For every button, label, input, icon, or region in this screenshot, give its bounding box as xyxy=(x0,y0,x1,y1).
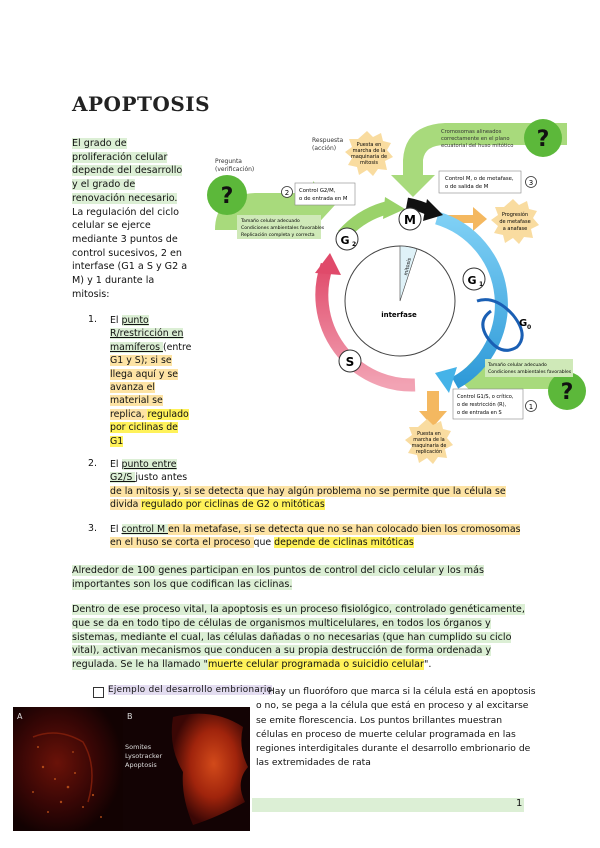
svg-text:o de restricción (R),: o de restricción (R), xyxy=(457,402,507,408)
example-text xyxy=(256,685,536,771)
cromosomas-line-2: correctamente en el plano xyxy=(441,136,510,142)
svg-text:G: G xyxy=(467,274,477,287)
svg-text:Puesta en: Puesta en xyxy=(417,432,441,437)
phase-s xyxy=(339,350,361,372)
point-text: divida xyxy=(110,499,142,511)
point-line xyxy=(110,523,530,536)
para-text: regulada. Se le ha llamado " xyxy=(72,659,208,671)
paragraph-genes xyxy=(72,564,527,592)
control-m-box xyxy=(439,171,537,193)
point-text: de la mitosis y, si se detecta que hay algún problema no se permite que la célula se xyxy=(110,485,506,497)
point-line xyxy=(110,536,530,549)
svg-text:1: 1 xyxy=(528,403,534,411)
point-text: regulado por ciclinas de G2 o mitóticas xyxy=(141,499,325,511)
intro-line xyxy=(72,260,192,274)
control-point-item xyxy=(110,523,530,550)
para-line xyxy=(72,603,527,617)
puesta-replicacion-burst xyxy=(405,419,453,464)
svg-text:3: 3 xyxy=(528,179,534,187)
point-line xyxy=(110,354,200,367)
point-text: (entre xyxy=(162,341,192,353)
point-text: punto entre xyxy=(121,459,177,470)
point-text: punto xyxy=(121,315,149,326)
svg-text:Control G2/M,: Control G2/M, xyxy=(299,188,336,194)
point-text: G1 xyxy=(110,435,124,447)
point-number: 1. xyxy=(88,314,97,325)
svg-text:o de entrada en S: o de entrada en S xyxy=(457,410,502,416)
intro-line-text: proliferación celular xyxy=(72,151,168,163)
phase-g1 xyxy=(463,268,485,290)
puesta-mitosis-burst xyxy=(345,131,393,176)
para-text: sistemas, mediante el cual, las células dañadas o no necesarias (que han cumplido su ciclo xyxy=(72,631,512,643)
tamano-right-box xyxy=(485,359,573,377)
point-text: depende de ciclinas mitóticas xyxy=(274,537,414,549)
svg-text:mitosis: mitosis xyxy=(360,160,378,166)
intro-line xyxy=(72,219,192,233)
example-line: o no, se pega a la célula que está en proceso y al excitarse xyxy=(256,700,529,712)
respuesta-label: Respuesta xyxy=(312,137,344,144)
question-circle-bottom-right xyxy=(548,372,586,410)
svg-text:a anafase: a anafase xyxy=(502,226,528,232)
intro-line-text: interfase (G1 a S y G2 a xyxy=(72,261,188,273)
intro-line xyxy=(72,137,192,151)
embryo-image xyxy=(13,707,250,831)
intro-line xyxy=(72,164,192,178)
intro-line-text: El grado de xyxy=(72,138,127,149)
intro-line xyxy=(72,288,192,302)
example-checkbox[interactable] xyxy=(93,687,104,698)
intro-line-text: mitosis: xyxy=(72,288,110,300)
point-text: El xyxy=(110,524,122,535)
point-number: 2. xyxy=(88,458,97,469)
question-circle-top-right xyxy=(524,119,562,157)
svg-text:Control M, o de metafase,: Control M, o de metafase, xyxy=(445,176,514,182)
paragraph-apoptosis xyxy=(72,603,527,672)
point-text: El xyxy=(110,459,122,470)
phase-m xyxy=(399,208,421,230)
respuesta-sub: (acción) xyxy=(312,145,337,152)
footer-bar xyxy=(252,798,524,812)
example-line: se emite florescencia. Los puntos brillantes muestran xyxy=(256,714,503,726)
intro-line xyxy=(72,178,192,192)
point-text: en la metafase, si se detecta que no se han colocado bien los cromosomas xyxy=(168,524,521,535)
point-text: G1 y S); si se xyxy=(110,355,172,367)
point-line xyxy=(110,327,200,340)
image-label-b: B xyxy=(127,712,133,721)
intro-line-text: M) y 1 durante la xyxy=(72,275,155,287)
intro-line xyxy=(72,151,192,165)
svg-text:2: 2 xyxy=(352,241,357,248)
para-text: ". xyxy=(423,659,432,671)
point-text: R/restricción en xyxy=(110,328,184,340)
control-point-item xyxy=(110,314,200,448)
intro-line-text: y el grado de xyxy=(72,179,136,191)
intro-line-text: depende del desarrollo xyxy=(72,165,183,177)
para-text: que se da en todo tipo de células de organismos multicelulares, en todos los órganos y xyxy=(72,617,491,629)
para-text: vital), activan mecanismos que conducen a su propia destrucción de forma ordenada y xyxy=(72,645,492,657)
cromosomas-line-1: Cromosomas alineados xyxy=(441,129,502,135)
svg-text:replicación: replicación xyxy=(415,450,443,455)
example-label: Ejemplo del desarrollo embrionario xyxy=(108,685,273,695)
para-text: importantes son los que codifican las ciclinas. xyxy=(72,578,293,590)
intro-line xyxy=(72,247,192,261)
para-line xyxy=(72,644,527,658)
control-g1-box xyxy=(453,389,537,419)
point-line xyxy=(110,368,200,381)
para-line xyxy=(72,658,527,672)
svg-text:Tamaño celular adecuado: Tamaño celular adecuado xyxy=(241,219,300,224)
example-line: las extremidades de rata xyxy=(256,757,371,769)
page-number: 1 xyxy=(516,798,523,809)
point-number: 3. xyxy=(88,523,97,534)
intro-line xyxy=(72,206,192,220)
intro-paragraph xyxy=(72,137,192,301)
point-text: en el huso se corta el proceso xyxy=(110,537,254,549)
svg-text:?: ? xyxy=(560,380,574,405)
para-line xyxy=(72,578,527,592)
point-text: material se xyxy=(110,395,163,407)
point-line xyxy=(110,341,200,354)
svg-text:marcha de la: marcha de la xyxy=(413,438,445,443)
svg-text:G: G xyxy=(519,318,528,329)
para-text: Dentro de ese proceso vital, la apoptosis es un proceso fisiológico, controlado genéticamente, xyxy=(72,604,525,615)
example-line: células en proceso de muerte celular programada en las xyxy=(256,728,516,740)
svg-text:S: S xyxy=(345,355,355,369)
svg-text:?: ? xyxy=(220,184,234,209)
svg-text:Condiciones ambientales favora: Condiciones ambientales favorables xyxy=(488,370,572,375)
para-line xyxy=(72,617,527,631)
image-panel-a xyxy=(13,707,123,831)
point-line xyxy=(110,471,530,484)
point-text: por ciclinas de xyxy=(110,422,178,434)
intro-line-text: La regulación del ciclo xyxy=(72,206,180,218)
svg-text:maquinaria de: maquinaria de xyxy=(411,444,447,449)
cromosomas-line-3: ecuatorial del huso mitótico xyxy=(441,143,514,149)
pregunta-label: Pregunta xyxy=(215,158,242,165)
point-line xyxy=(110,421,200,434)
svg-text:Condiciones ambientales favora: Condiciones ambientales favorables xyxy=(241,226,325,231)
phase-g2 xyxy=(336,228,358,250)
point-text: replica, xyxy=(110,408,148,420)
legend-somites: Somites xyxy=(125,743,152,751)
svg-text:Puesta en: Puesta en xyxy=(356,142,382,148)
svg-text:Tamaño celular adecuado: Tamaño celular adecuado xyxy=(488,363,547,368)
example-line: . Hay un fluoróforo que marca si la célula está en apoptosis xyxy=(262,686,536,697)
pregunta-sub: (verificación) xyxy=(215,166,255,173)
cell-cycle-diagram xyxy=(195,115,595,471)
svg-text:G: G xyxy=(340,234,350,247)
example-line: regiones interdigitales durante el desarrollo embrionario de xyxy=(256,743,531,755)
para-line xyxy=(72,631,527,645)
svg-text:o de salida de M: o de salida de M xyxy=(445,184,489,190)
intro-line xyxy=(72,233,192,247)
point-line xyxy=(110,381,200,394)
intro-line-text: celular se ejerce xyxy=(72,220,151,232)
mitosis-label: mitosis xyxy=(403,257,413,277)
para-line xyxy=(72,564,527,578)
intro-line-text: mediante 3 puntos de xyxy=(72,233,178,245)
point-line xyxy=(110,498,530,511)
svg-text:Replicación completa y correct: Replicación completa y correcta xyxy=(241,233,315,238)
image-label-a: A xyxy=(17,712,23,721)
svg-text:maquinaria de: maquinaria de xyxy=(350,154,388,160)
para-text: muerte celular programada o suicidio celular xyxy=(207,659,424,671)
point-text: control M xyxy=(121,524,169,535)
point-text: que xyxy=(253,537,275,549)
svg-text:o de entrada en M: o de entrada en M xyxy=(299,196,348,202)
point-line xyxy=(110,408,200,421)
intro-line-text: control sucesivos, 2 en xyxy=(72,247,183,259)
svg-text:2: 2 xyxy=(284,189,290,197)
intro-line xyxy=(72,274,192,288)
intro-line-text: renovación necesario. xyxy=(72,192,178,204)
intro-line xyxy=(72,192,192,206)
point-text: justo antes xyxy=(135,472,188,484)
progresion-burst xyxy=(491,199,539,244)
legend-apoptosis: Apoptosis xyxy=(125,761,157,769)
svg-text:1: 1 xyxy=(479,281,484,288)
point-text: avanza el xyxy=(110,382,155,394)
svg-text:marcha de la: marcha de la xyxy=(352,148,386,154)
point-text: mamíferos xyxy=(110,341,163,353)
svg-text:de metafase: de metafase xyxy=(499,219,531,225)
svg-text:Progresión: Progresión xyxy=(501,212,529,218)
point-text: El xyxy=(110,315,122,326)
point-text: regulado xyxy=(147,408,189,420)
legend-lysotracker: Lysotracker xyxy=(125,752,163,760)
para-text: Alrededor de 100 genes participan en los puntos de control del ciclo celular y los más xyxy=(72,565,485,576)
point-text: llega aquí y se xyxy=(110,368,179,380)
point-line xyxy=(110,394,200,407)
svg-text:Control G1/S, o crítico,: Control G1/S, o crítico, xyxy=(457,394,514,400)
page-title: APOPTOSIS xyxy=(72,92,211,116)
question-circle-left xyxy=(207,175,247,215)
point-line xyxy=(110,435,200,448)
point-line xyxy=(110,485,530,498)
point-line xyxy=(110,314,200,327)
svg-text:?: ? xyxy=(536,127,550,152)
orange-arrow-down xyxy=(419,391,447,427)
point-text: G2/S xyxy=(110,472,136,484)
tamano-left-box xyxy=(237,215,325,239)
svg-text:M: M xyxy=(404,213,416,227)
interfase-label: interfase xyxy=(381,311,417,319)
svg-text:0: 0 xyxy=(527,324,532,331)
